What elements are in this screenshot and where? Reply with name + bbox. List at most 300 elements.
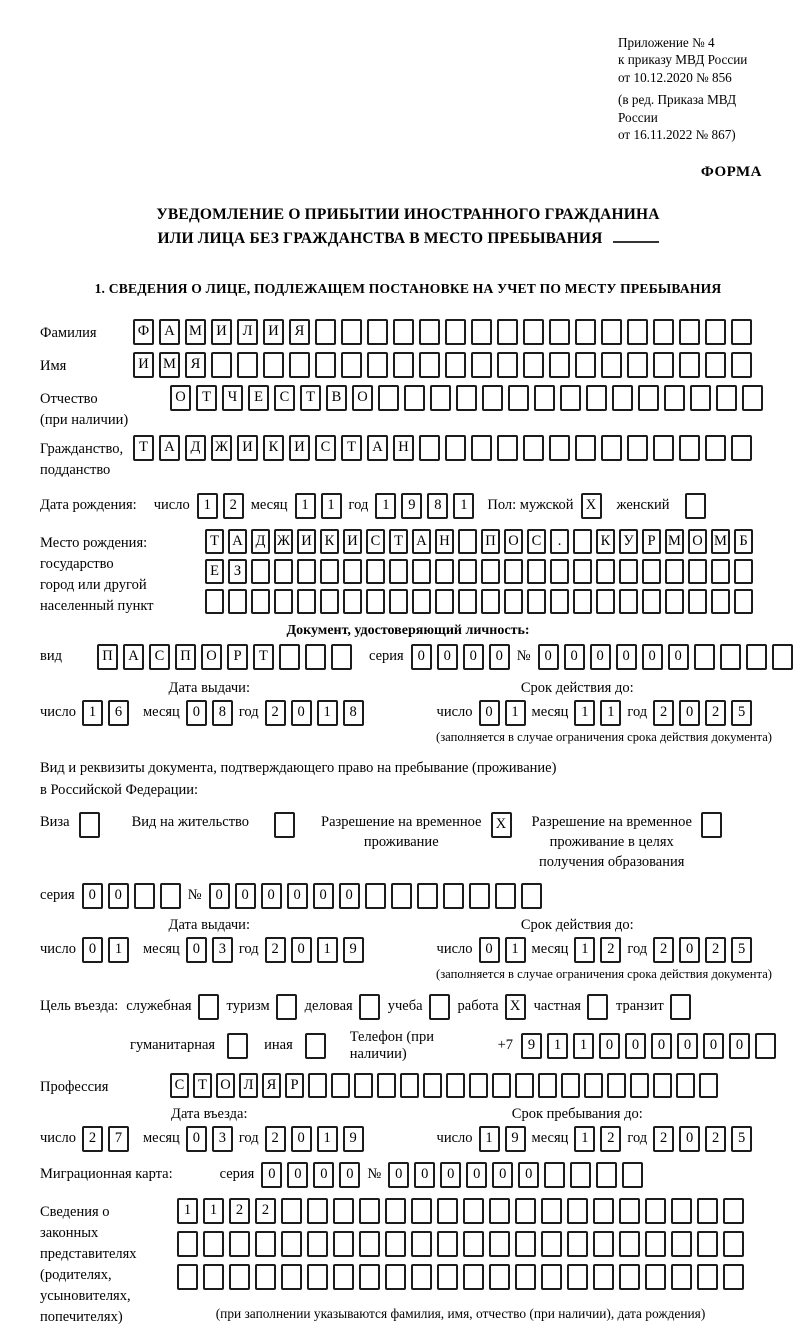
char-cell[interactable]: [679, 435, 700, 461]
char-cell[interactable]: [367, 352, 388, 378]
char-cell[interactable]: [671, 1264, 692, 1290]
char-cell[interactable]: [320, 589, 339, 614]
char-cell[interactable]: [567, 1198, 588, 1224]
char-cell[interactable]: X: [581, 493, 602, 519]
char-cell[interactable]: Ж: [274, 529, 293, 554]
char-cell[interactable]: Т: [341, 435, 362, 461]
char-cell[interactable]: [653, 435, 674, 461]
char-cell[interactable]: [697, 1198, 718, 1224]
char-cell[interactable]: [534, 385, 555, 411]
char-cell[interactable]: [429, 994, 450, 1020]
char-cell[interactable]: [716, 385, 737, 411]
char-cell[interactable]: [366, 589, 385, 614]
char-cell[interactable]: [523, 435, 544, 461]
char-cell[interactable]: 0: [291, 1126, 312, 1152]
char-cell[interactable]: Л: [237, 319, 258, 345]
char-cell[interactable]: [367, 319, 388, 345]
char-cell[interactable]: 0: [518, 1162, 539, 1188]
char-cell[interactable]: 3: [212, 937, 233, 963]
char-cell[interactable]: 2: [600, 1126, 621, 1152]
char-cell[interactable]: [359, 994, 380, 1020]
char-cell[interactable]: С: [170, 1073, 189, 1098]
char-cell[interactable]: [305, 644, 326, 670]
char-cell[interactable]: [697, 1231, 718, 1257]
char-cell[interactable]: [665, 589, 684, 614]
char-cell[interactable]: М: [665, 529, 684, 554]
char-cell[interactable]: [497, 352, 518, 378]
char-cell[interactable]: [711, 589, 730, 614]
char-cell[interactable]: 5: [731, 1126, 752, 1152]
char-cell[interactable]: [456, 385, 477, 411]
char-cell[interactable]: [587, 994, 608, 1020]
char-cell[interactable]: 2: [255, 1198, 276, 1224]
char-cell[interactable]: [619, 1198, 640, 1224]
char-cell[interactable]: Т: [205, 529, 224, 554]
char-cell[interactable]: 0: [388, 1162, 409, 1188]
char-cell[interactable]: [671, 1231, 692, 1257]
char-cell[interactable]: 0: [437, 644, 458, 670]
char-cell[interactable]: [341, 319, 362, 345]
char-cell[interactable]: И: [289, 435, 310, 461]
char-cell[interactable]: 0: [479, 700, 500, 726]
char-cell[interactable]: 5: [731, 700, 752, 726]
char-cell[interactable]: [307, 1231, 328, 1257]
char-cell[interactable]: 2: [705, 1126, 726, 1152]
char-cell[interactable]: 2: [705, 700, 726, 726]
char-cell[interactable]: [471, 352, 492, 378]
char-cell[interactable]: 9: [401, 493, 422, 519]
char-cell[interactable]: [411, 1264, 432, 1290]
char-cell[interactable]: И: [263, 319, 284, 345]
char-cell[interactable]: [203, 1231, 224, 1257]
char-cell[interactable]: [612, 385, 633, 411]
char-cell[interactable]: 1: [573, 1033, 594, 1059]
char-cell[interactable]: [772, 644, 793, 670]
char-cell[interactable]: [333, 1264, 354, 1290]
char-cell[interactable]: Н: [435, 529, 454, 554]
char-cell[interactable]: [627, 435, 648, 461]
char-cell[interactable]: X: [491, 812, 512, 838]
char-cell[interactable]: 2: [265, 1126, 286, 1152]
char-cell[interactable]: 1: [375, 493, 396, 519]
char-cell[interactable]: С: [366, 529, 385, 554]
char-cell[interactable]: М: [185, 319, 206, 345]
char-cell[interactable]: Ж: [211, 435, 232, 461]
char-cell[interactable]: [289, 352, 310, 378]
char-cell[interactable]: [385, 1231, 406, 1257]
char-cell[interactable]: [437, 1264, 458, 1290]
char-cell[interactable]: [365, 883, 386, 909]
char-cell[interactable]: [705, 435, 726, 461]
char-cell[interactable]: 1: [547, 1033, 568, 1059]
char-cell[interactable]: О: [201, 644, 222, 670]
char-cell[interactable]: [446, 1073, 465, 1098]
char-cell[interactable]: [391, 883, 412, 909]
char-cell[interactable]: [227, 1033, 248, 1059]
char-cell[interactable]: А: [412, 529, 431, 554]
char-cell[interactable]: [251, 559, 270, 584]
char-cell[interactable]: 2: [600, 937, 621, 963]
char-cell[interactable]: [435, 559, 454, 584]
char-cell[interactable]: 0: [291, 937, 312, 963]
char-cell[interactable]: [482, 385, 503, 411]
char-cell[interactable]: [419, 319, 440, 345]
char-cell[interactable]: [664, 385, 685, 411]
char-cell[interactable]: Ф: [133, 319, 154, 345]
char-cell[interactable]: 1: [479, 1126, 500, 1152]
char-cell[interactable]: [203, 1264, 224, 1290]
char-cell[interactable]: 0: [261, 883, 282, 909]
char-cell[interactable]: 0: [679, 1126, 700, 1152]
char-cell[interactable]: Т: [300, 385, 321, 411]
char-cell[interactable]: [742, 385, 763, 411]
char-cell[interactable]: [228, 589, 247, 614]
char-cell[interactable]: [198, 994, 219, 1020]
char-cell[interactable]: [443, 883, 464, 909]
char-cell[interactable]: 5: [731, 937, 752, 963]
char-cell[interactable]: [359, 1264, 380, 1290]
char-cell[interactable]: [549, 319, 570, 345]
char-cell[interactable]: [305, 1033, 326, 1059]
char-cell[interactable]: [601, 435, 622, 461]
char-cell[interactable]: 1: [574, 937, 595, 963]
char-cell[interactable]: Б: [734, 529, 753, 554]
char-cell[interactable]: А: [123, 644, 144, 670]
char-cell[interactable]: 0: [82, 883, 103, 909]
char-cell[interactable]: [255, 1264, 276, 1290]
char-cell[interactable]: [281, 1264, 302, 1290]
char-cell[interactable]: [523, 319, 544, 345]
char-cell[interactable]: [331, 644, 352, 670]
char-cell[interactable]: О: [352, 385, 373, 411]
char-cell[interactable]: [276, 994, 297, 1020]
char-cell[interactable]: 0: [679, 700, 700, 726]
char-cell[interactable]: X: [505, 994, 526, 1020]
char-cell[interactable]: [570, 1162, 591, 1188]
char-cell[interactable]: [573, 529, 592, 554]
char-cell[interactable]: [385, 1264, 406, 1290]
char-cell[interactable]: [251, 589, 270, 614]
char-cell[interactable]: З: [228, 559, 247, 584]
char-cell[interactable]: [734, 559, 753, 584]
char-cell[interactable]: [343, 589, 362, 614]
char-cell[interactable]: Р: [642, 529, 661, 554]
char-cell[interactable]: [463, 1264, 484, 1290]
char-cell[interactable]: [417, 883, 438, 909]
char-cell[interactable]: [653, 352, 674, 378]
char-cell[interactable]: [670, 994, 691, 1020]
char-cell[interactable]: 0: [291, 700, 312, 726]
char-cell[interactable]: [515, 1198, 536, 1224]
char-cell[interactable]: [411, 1231, 432, 1257]
char-cell[interactable]: 0: [668, 644, 689, 670]
char-cell[interactable]: 1: [317, 700, 338, 726]
char-cell[interactable]: [445, 319, 466, 345]
char-cell[interactable]: [263, 352, 284, 378]
char-cell[interactable]: С: [274, 385, 295, 411]
char-cell[interactable]: 2: [82, 1126, 103, 1152]
char-cell[interactable]: 1: [317, 1126, 338, 1152]
char-cell[interactable]: Ч: [222, 385, 243, 411]
char-cell[interactable]: М: [159, 352, 180, 378]
char-cell[interactable]: 0: [287, 883, 308, 909]
char-cell[interactable]: [619, 1264, 640, 1290]
char-cell[interactable]: 1: [505, 700, 526, 726]
char-cell[interactable]: [642, 559, 661, 584]
char-cell[interactable]: [746, 644, 767, 670]
char-cell[interactable]: [523, 352, 544, 378]
char-cell[interactable]: 2: [265, 700, 286, 726]
char-cell[interactable]: 1: [453, 493, 474, 519]
char-cell[interactable]: [619, 1231, 640, 1257]
char-cell[interactable]: [645, 1231, 666, 1257]
char-cell[interactable]: [458, 559, 477, 584]
char-cell[interactable]: О: [504, 529, 523, 554]
char-cell[interactable]: 2: [265, 937, 286, 963]
char-cell[interactable]: [685, 493, 706, 519]
char-cell[interactable]: А: [159, 319, 180, 345]
char-cell[interactable]: 0: [564, 644, 585, 670]
char-cell[interactable]: Д: [185, 435, 206, 461]
char-cell[interactable]: [297, 559, 316, 584]
char-cell[interactable]: У: [619, 529, 638, 554]
char-cell[interactable]: 0: [209, 883, 230, 909]
char-cell[interactable]: [586, 385, 607, 411]
char-cell[interactable]: [274, 812, 295, 838]
char-cell[interactable]: [671, 1198, 692, 1224]
char-cell[interactable]: Т: [193, 1073, 212, 1098]
char-cell[interactable]: 0: [440, 1162, 461, 1188]
char-cell[interactable]: Д: [251, 529, 270, 554]
char-cell[interactable]: [134, 883, 155, 909]
char-cell[interactable]: Т: [133, 435, 154, 461]
char-cell[interactable]: [229, 1264, 250, 1290]
char-cell[interactable]: И: [297, 529, 316, 554]
char-cell[interactable]: [645, 1264, 666, 1290]
char-cell[interactable]: [481, 559, 500, 584]
char-cell[interactable]: 0: [538, 644, 559, 670]
char-cell[interactable]: [237, 352, 258, 378]
char-cell[interactable]: Л: [239, 1073, 258, 1098]
char-cell[interactable]: 2: [653, 700, 674, 726]
char-cell[interactable]: [627, 319, 648, 345]
char-cell[interactable]: [688, 559, 707, 584]
char-cell[interactable]: [492, 1073, 511, 1098]
char-cell[interactable]: [538, 1073, 557, 1098]
char-cell[interactable]: [504, 559, 523, 584]
char-cell[interactable]: [463, 1231, 484, 1257]
char-cell[interactable]: [560, 385, 581, 411]
char-cell[interactable]: [701, 812, 722, 838]
char-cell[interactable]: [393, 319, 414, 345]
char-cell[interactable]: [630, 1073, 649, 1098]
char-cell[interactable]: [645, 1198, 666, 1224]
char-cell[interactable]: [596, 559, 615, 584]
char-cell[interactable]: [653, 319, 674, 345]
char-cell[interactable]: [567, 1231, 588, 1257]
char-cell[interactable]: 0: [651, 1033, 672, 1059]
char-cell[interactable]: 0: [339, 1162, 360, 1188]
char-cell[interactable]: П: [97, 644, 118, 670]
char-cell[interactable]: [307, 1198, 328, 1224]
char-cell[interactable]: О: [688, 529, 707, 554]
char-cell[interactable]: [504, 589, 523, 614]
char-cell[interactable]: 9: [343, 937, 364, 963]
char-cell[interactable]: 0: [479, 937, 500, 963]
char-cell[interactable]: Я: [185, 352, 206, 378]
char-cell[interactable]: [515, 1231, 536, 1257]
char-cell[interactable]: [711, 559, 730, 584]
char-cell[interactable]: 0: [186, 937, 207, 963]
char-cell[interactable]: 9: [521, 1033, 542, 1059]
char-cell[interactable]: [331, 1073, 350, 1098]
char-cell[interactable]: 2: [705, 937, 726, 963]
char-cell[interactable]: 0: [703, 1033, 724, 1059]
char-cell[interactable]: [160, 883, 181, 909]
char-cell[interactable]: Р: [227, 644, 248, 670]
char-cell[interactable]: [541, 1231, 562, 1257]
char-cell[interactable]: Н: [393, 435, 414, 461]
char-cell[interactable]: 1: [177, 1198, 198, 1224]
char-cell[interactable]: [515, 1073, 534, 1098]
char-cell[interactable]: [495, 883, 516, 909]
char-cell[interactable]: 1: [82, 700, 103, 726]
char-cell[interactable]: А: [159, 435, 180, 461]
char-cell[interactable]: 1: [574, 700, 595, 726]
char-cell[interactable]: [601, 352, 622, 378]
char-cell[interactable]: [699, 1073, 718, 1098]
char-cell[interactable]: 2: [653, 937, 674, 963]
char-cell[interactable]: 0: [339, 883, 360, 909]
char-cell[interactable]: [471, 319, 492, 345]
char-cell[interactable]: В: [326, 385, 347, 411]
char-cell[interactable]: [378, 385, 399, 411]
char-cell[interactable]: С: [315, 435, 336, 461]
char-cell[interactable]: 0: [414, 1162, 435, 1188]
char-cell[interactable]: 0: [466, 1162, 487, 1188]
char-cell[interactable]: [497, 319, 518, 345]
char-cell[interactable]: [366, 559, 385, 584]
char-cell[interactable]: .: [550, 529, 569, 554]
char-cell[interactable]: [255, 1231, 276, 1257]
char-cell[interactable]: [541, 1264, 562, 1290]
char-cell[interactable]: 1: [321, 493, 342, 519]
char-cell[interactable]: [731, 352, 752, 378]
char-cell[interactable]: И: [343, 529, 362, 554]
char-cell[interactable]: [430, 385, 451, 411]
char-cell[interactable]: [653, 1073, 672, 1098]
char-cell[interactable]: 0: [616, 644, 637, 670]
char-cell[interactable]: [389, 559, 408, 584]
char-cell[interactable]: [307, 1264, 328, 1290]
char-cell[interactable]: [359, 1231, 380, 1257]
char-cell[interactable]: П: [481, 529, 500, 554]
char-cell[interactable]: [281, 1198, 302, 1224]
char-cell[interactable]: 9: [343, 1126, 364, 1152]
char-cell[interactable]: И: [133, 352, 154, 378]
char-cell[interactable]: [676, 1073, 695, 1098]
char-cell[interactable]: [411, 1198, 432, 1224]
char-cell[interactable]: [527, 589, 546, 614]
char-cell[interactable]: 1: [317, 937, 338, 963]
char-cell[interactable]: [561, 1073, 580, 1098]
char-cell[interactable]: [458, 529, 477, 554]
char-cell[interactable]: 6: [108, 700, 129, 726]
char-cell[interactable]: [734, 589, 753, 614]
char-cell[interactable]: [679, 319, 700, 345]
char-cell[interactable]: [279, 644, 300, 670]
char-cell[interactable]: [573, 559, 592, 584]
char-cell[interactable]: [274, 559, 293, 584]
char-cell[interactable]: О: [170, 385, 191, 411]
char-cell[interactable]: 0: [261, 1162, 282, 1188]
char-cell[interactable]: [705, 319, 726, 345]
char-cell[interactable]: [419, 352, 440, 378]
char-cell[interactable]: [385, 1198, 406, 1224]
char-cell[interactable]: [607, 1073, 626, 1098]
char-cell[interactable]: И: [237, 435, 258, 461]
char-cell[interactable]: [619, 589, 638, 614]
char-cell[interactable]: [389, 589, 408, 614]
char-cell[interactable]: [320, 559, 339, 584]
char-cell[interactable]: 9: [505, 1126, 526, 1152]
char-cell[interactable]: [469, 883, 490, 909]
char-cell[interactable]: [211, 352, 232, 378]
char-cell[interactable]: [400, 1073, 419, 1098]
char-cell[interactable]: 0: [590, 644, 611, 670]
char-cell[interactable]: [723, 1264, 744, 1290]
char-cell[interactable]: [642, 589, 661, 614]
char-cell[interactable]: М: [711, 529, 730, 554]
char-cell[interactable]: 0: [642, 644, 663, 670]
char-cell[interactable]: К: [320, 529, 339, 554]
char-cell[interactable]: [723, 1198, 744, 1224]
char-cell[interactable]: [471, 435, 492, 461]
char-cell[interactable]: [508, 385, 529, 411]
char-cell[interactable]: [308, 1073, 327, 1098]
char-cell[interactable]: 0: [625, 1033, 646, 1059]
char-cell[interactable]: [575, 435, 596, 461]
char-cell[interactable]: К: [263, 435, 284, 461]
char-cell[interactable]: 0: [82, 937, 103, 963]
char-cell[interactable]: [731, 435, 752, 461]
char-cell[interactable]: [575, 352, 596, 378]
char-cell[interactable]: А: [367, 435, 388, 461]
char-cell[interactable]: [177, 1231, 198, 1257]
char-cell[interactable]: 0: [463, 644, 484, 670]
char-cell[interactable]: 0: [108, 883, 129, 909]
char-cell[interactable]: [550, 559, 569, 584]
char-cell[interactable]: Е: [205, 559, 224, 584]
char-cell[interactable]: [437, 1231, 458, 1257]
char-cell[interactable]: 1: [108, 937, 129, 963]
char-cell[interactable]: [481, 589, 500, 614]
char-cell[interactable]: [723, 1231, 744, 1257]
char-cell[interactable]: [720, 644, 741, 670]
char-cell[interactable]: [541, 1198, 562, 1224]
char-cell[interactable]: 0: [235, 883, 256, 909]
char-cell[interactable]: [489, 1264, 510, 1290]
char-cell[interactable]: 0: [313, 883, 334, 909]
char-cell[interactable]: С: [527, 529, 546, 554]
char-cell[interactable]: 2: [653, 1126, 674, 1152]
char-cell[interactable]: К: [596, 529, 615, 554]
char-cell[interactable]: [549, 352, 570, 378]
char-cell[interactable]: [731, 319, 752, 345]
char-cell[interactable]: Т: [253, 644, 274, 670]
char-cell[interactable]: 2: [229, 1198, 250, 1224]
char-cell[interactable]: [593, 1231, 614, 1257]
